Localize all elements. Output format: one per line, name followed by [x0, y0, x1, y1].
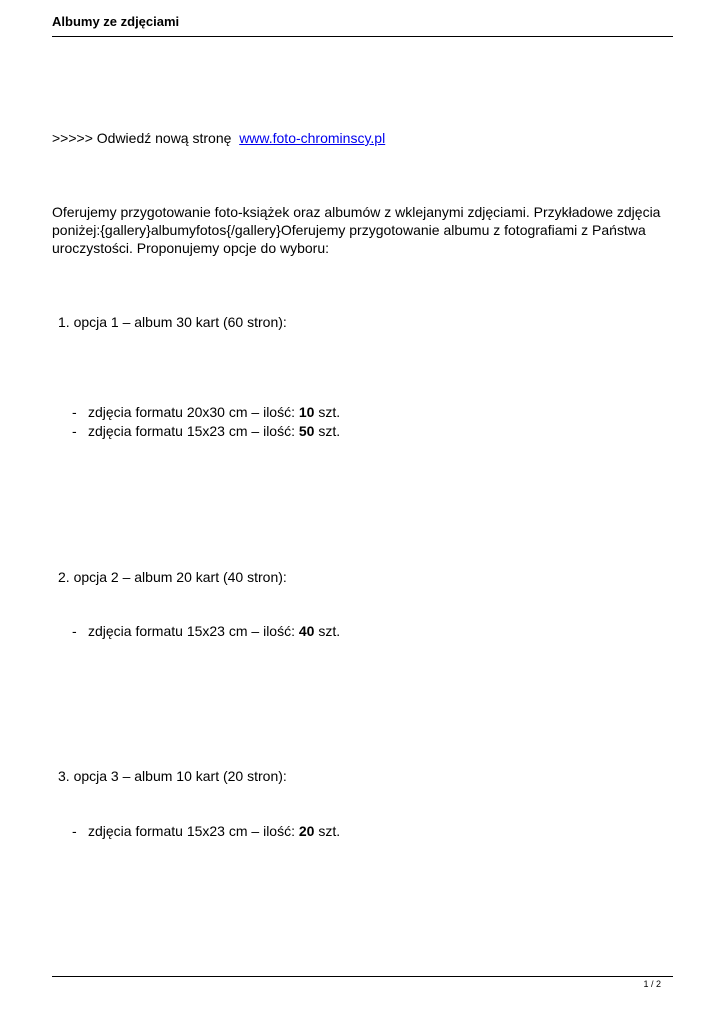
option-3-title: 3. opcja 3 – album 10 kart (20 stron):: [58, 768, 287, 784]
page-number: 1 / 2: [643, 979, 661, 989]
page-title: Albumy ze zdjęciami: [52, 14, 180, 29]
option-2-item-1: [72, 622, 340, 640]
item-text: zdjęcia formatu 15x23 cm – ilość:: [88, 823, 299, 839]
item-text: zdjęcia formatu 15x23 cm – ilość:: [88, 623, 299, 639]
option-2-title: 2. opcja 2 – album 20 kart (40 stron):: [58, 569, 287, 585]
item-unit: szt.: [314, 823, 341, 839]
footer-divider: [52, 976, 673, 977]
item-quantity: 10: [298, 404, 315, 420]
item-text: zdjęcia formatu 15x23 cm – ilość:: [88, 423, 299, 439]
item-unit: szt.: [314, 623, 341, 639]
list-dash: -: [72, 823, 77, 839]
item-unit: szt.: [314, 404, 341, 420]
header-divider: [52, 36, 673, 37]
option-1-item-2: [72, 422, 340, 440]
visit-line: [52, 129, 385, 147]
item-quantity: 50: [298, 423, 315, 439]
intro-paragraph: Oferujemy przygotowanie foto-książek oraz albumów z wklejanymi zdjęciami. Przykładowe zdjęcia poniżej:{gallery}albumyfotos{/gallery}Oferujemy przygotowanie albumu z fotografiami z Państwa uroczystości. Proponujemy opcje do wyboru:: [52, 204, 661, 256]
item-text: zdjęcia formatu 20x30 cm – ilość:: [88, 404, 299, 420]
list-dash: -: [72, 423, 77, 439]
option-1-item-1: [72, 403, 340, 421]
item-unit: szt.: [314, 423, 341, 439]
website-link[interactable]: www.foto-chrominscy.pl: [239, 130, 386, 146]
option-3-item-1: [72, 822, 340, 840]
item-quantity: 40: [298, 623, 315, 639]
visit-prefix: >>>>> Odwiedź nową stronę: [52, 130, 232, 146]
option-1-title: 1. opcja 1 – album 30 kart (60 stron):: [58, 314, 287, 330]
item-quantity: 20: [298, 823, 315, 839]
list-dash: -: [72, 404, 77, 420]
list-dash: -: [72, 623, 77, 639]
